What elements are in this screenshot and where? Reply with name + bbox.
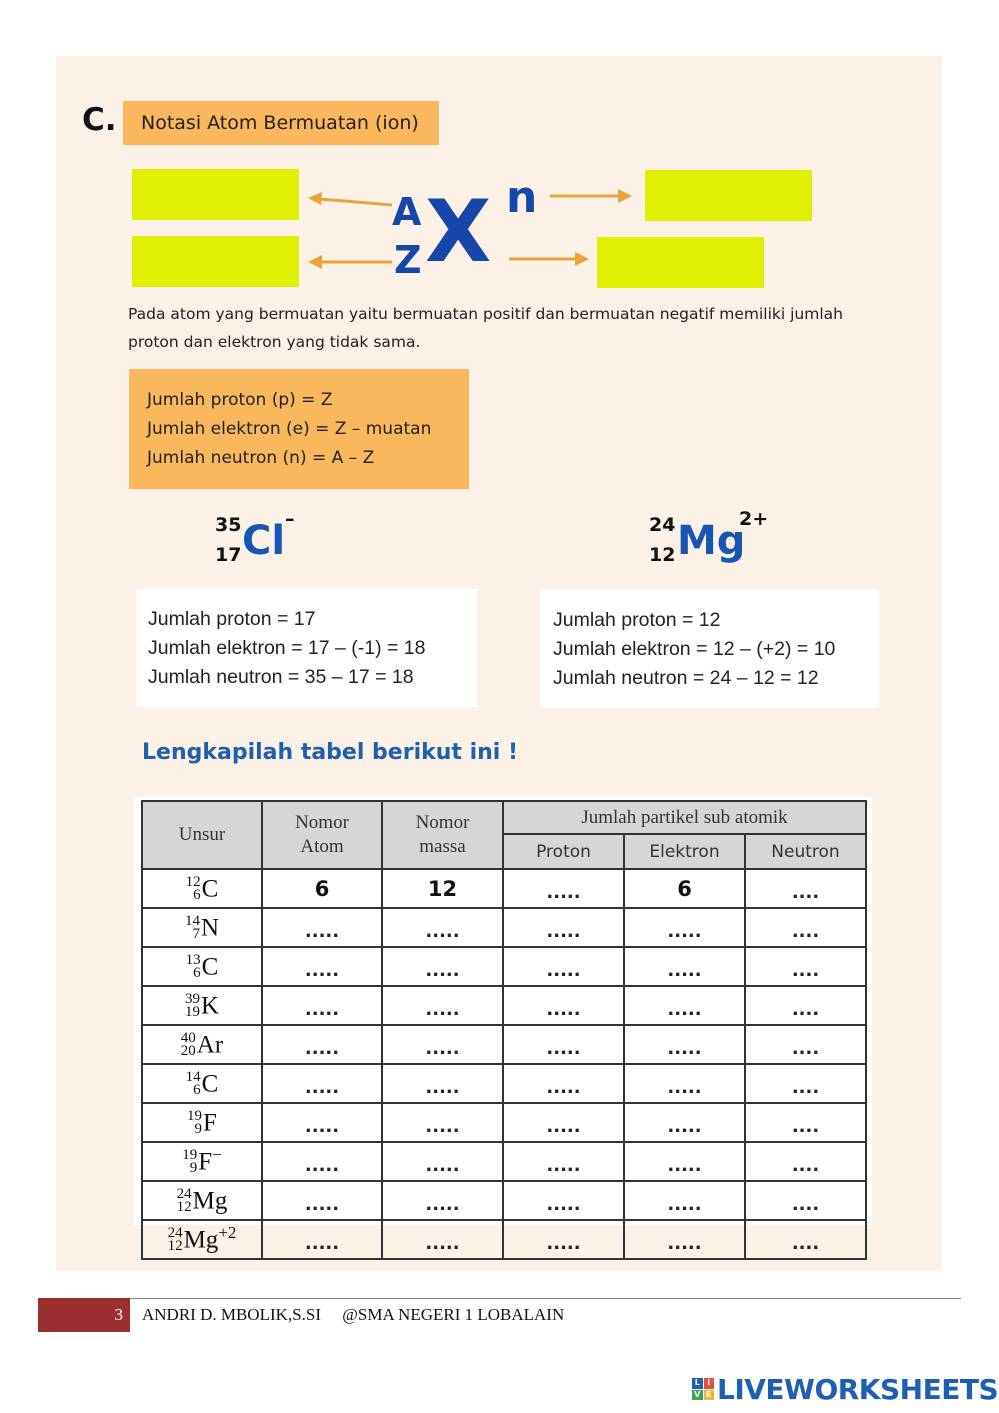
mass-number: 19 <box>187 1108 203 1125</box>
neutron-cell[interactable]: .... <box>745 1025 866 1064</box>
element-notation-cell <box>142 1142 262 1181</box>
nuclide-numbers <box>186 1071 201 1097</box>
answer-box-mass-number[interactable] <box>132 169 299 220</box>
table-row <box>142 869 866 908</box>
element-symbol: Mg <box>183 1226 219 1254</box>
rules-box <box>129 369 469 489</box>
section-letter: C. <box>82 102 117 138</box>
table-row <box>142 947 866 986</box>
nomor-atom-cell[interactable]: ..... <box>262 908 382 947</box>
nomor-massa-cell[interactable]: ..... <box>382 1181 503 1220</box>
elektron-cell[interactable]: ..... <box>624 1103 745 1142</box>
element-symbol: N <box>200 914 220 942</box>
element-symbol: C <box>201 953 219 981</box>
nuclide-numbers <box>182 1149 197 1175</box>
atomic-number: 9 <box>194 1121 203 1138</box>
rule-proton: Jumlah proton (p) = Z <box>147 390 333 410</box>
example-line: Jumlah elektron = 17 – (-1) = 18 <box>148 637 426 659</box>
rule-electron: Jumlah elektron (e) = Z – muatan <box>147 419 432 439</box>
mass-number: 12 <box>185 874 201 891</box>
arrow-left-icon <box>306 252 396 272</box>
mass-number: 14 <box>185 1069 201 1086</box>
header-line: massa <box>419 836 466 857</box>
mass-number: 13 <box>185 952 201 969</box>
header-line: Nomor <box>415 812 470 833</box>
rule-neutron: Jumlah neutron (n) = A – Z <box>147 448 375 468</box>
header-elektron: Elektron <box>624 834 745 869</box>
neutron-cell[interactable]: .... <box>745 1220 866 1259</box>
mass-number: 40 <box>180 1030 196 1047</box>
header-line: Atom <box>300 836 344 857</box>
element-notation-cell <box>142 1181 262 1220</box>
example-box-mg <box>540 590 879 708</box>
element-notation-cell <box>142 869 262 908</box>
element-charge: +2 <box>218 1222 237 1242</box>
example-line: Jumlah proton = 17 <box>148 608 316 630</box>
ion-mass-number: 35 <box>215 514 242 536</box>
table-row <box>142 1103 866 1142</box>
proton-cell[interactable]: ..... <box>503 1220 624 1259</box>
table-row <box>142 1181 866 1220</box>
neutron-cell[interactable]: .... <box>745 1103 866 1142</box>
nomor-massa-cell[interactable]: ..... <box>382 1025 503 1064</box>
table-row <box>142 1064 866 1103</box>
nomor-massa-cell[interactable]: ..... <box>382 1220 503 1259</box>
section-title: Notasi Atom Bermuatan (ion) <box>123 101 439 145</box>
neutron-cell[interactable]: .... <box>745 986 866 1025</box>
atomic-number: 12 <box>176 1199 192 1216</box>
element-notation-cell <box>142 908 262 947</box>
ion-charge: – <box>285 508 295 530</box>
ion-atomic-number: 12 <box>649 544 676 566</box>
nomor-massa-cell[interactable]: ..... <box>382 1064 503 1103</box>
atomic-number: 7 <box>192 926 200 943</box>
nuclide-numbers <box>185 915 200 941</box>
proton-cell[interactable]: ..... <box>503 1181 624 1220</box>
table-row <box>142 1025 866 1064</box>
element-notation-cell <box>142 1064 262 1103</box>
nomor-massa-cell[interactable]: ..... <box>382 908 503 947</box>
neutron-cell[interactable]: .... <box>745 908 866 947</box>
element-symbol: F <box>203 1109 217 1137</box>
elektron-cell: 6 <box>624 869 745 908</box>
notation-mass-symbol: A <box>392 190 422 234</box>
arrow-left-icon <box>306 188 396 210</box>
neutron-cell[interactable]: .... <box>745 869 866 908</box>
header-unsur: Unsur <box>142 801 262 869</box>
element-symbol: K <box>200 992 220 1020</box>
example-line: Jumlah proton = 12 <box>553 609 721 631</box>
neutron-cell[interactable]: .... <box>745 947 866 986</box>
mass-number: 14 <box>184 913 200 930</box>
answer-box-atomic-number[interactable] <box>132 236 299 287</box>
element-symbol: F <box>198 1148 213 1176</box>
atomic-number: 12 <box>167 1238 183 1255</box>
mass-number: 24 <box>167 1225 183 1242</box>
element-notation-cell <box>142 986 262 1025</box>
atomic-number: 20 <box>180 1043 196 1060</box>
nomor-atom-cell[interactable]: ..... <box>262 1142 382 1181</box>
nomor-atom-cell[interactable]: ..... <box>262 986 382 1025</box>
element-symbol: C <box>201 1070 219 1098</box>
header-nomor-atom <box>262 801 382 869</box>
nuclide-numbers <box>168 1227 183 1253</box>
subatomic-table <box>141 800 867 1260</box>
element-charge: − <box>212 1144 222 1164</box>
table-row <box>142 1220 866 1259</box>
header-proton: Proton <box>503 834 624 869</box>
logo-letter: V <box>692 1390 703 1401</box>
nomor-atom-cell[interactable]: ..... <box>262 1025 382 1064</box>
neutron-cell[interactable]: .... <box>745 1064 866 1103</box>
nomor-massa-cell: 12 <box>382 869 503 908</box>
example-line: Jumlah neutron = 35 – 17 = 18 <box>148 666 414 688</box>
table-row <box>142 908 866 947</box>
ion-mass-number: 24 <box>649 514 676 536</box>
element-symbol: Ar <box>196 1031 224 1059</box>
nuclide-numbers <box>181 1032 196 1058</box>
neutron-cell[interactable]: .... <box>745 1181 866 1220</box>
atomic-number: 19 <box>184 1004 200 1021</box>
proton-cell[interactable]: ..... <box>503 1064 624 1103</box>
atomic-number: 6 <box>193 887 201 904</box>
nuclide-numbers <box>186 954 201 980</box>
proton-cell[interactable]: ..... <box>503 908 624 947</box>
liveworksheets-logo-icon <box>692 1378 714 1400</box>
nomor-massa-cell[interactable]: ..... <box>382 1142 503 1181</box>
proton-cell[interactable]: ..... <box>503 947 624 986</box>
arrow-right-icon <box>507 249 591 269</box>
nomor-atom-cell[interactable]: ..... <box>262 1103 382 1142</box>
notation-charge-symbol: n <box>506 172 538 223</box>
explanation-paragraph: Pada atom yang bermuatan yaitu bermuatan positif dan bermuatan negatif memiliki jumlah proton dan elektron yang tidak sama. <box>128 305 843 351</box>
logo-letter: L <box>692 1378 703 1389</box>
nuclide-numbers <box>187 1110 202 1136</box>
nomor-massa-cell[interactable]: ..... <box>382 986 503 1025</box>
mass-number: 39 <box>184 991 200 1008</box>
proton-cell[interactable]: ..... <box>503 1103 624 1142</box>
element-notation-cell <box>142 1103 262 1142</box>
table-container <box>134 797 872 1255</box>
elektron-cell[interactable]: ..... <box>624 947 745 986</box>
table-row <box>142 986 866 1025</box>
footer-page-number: 3 <box>38 1298 130 1332</box>
notation-element-symbol: X <box>425 182 492 282</box>
logo-letter: E <box>704 1390 715 1401</box>
example-line: Jumlah neutron = 24 – 12 = 12 <box>553 667 819 689</box>
atomic-number: 6 <box>193 1082 201 1099</box>
ion-atomic-number: 17 <box>215 544 242 566</box>
ion-symbol: Cl <box>242 518 286 564</box>
element-symbol: C <box>201 875 219 903</box>
elektron-cell[interactable]: ..... <box>624 1064 745 1103</box>
elektron-cell[interactable]: ..... <box>624 986 745 1025</box>
nuclide-numbers <box>186 876 201 902</box>
table-row <box>142 1142 866 1181</box>
header-nomor-massa <box>382 801 503 869</box>
nomor-atom-cell: 6 <box>262 869 382 908</box>
example-line: Jumlah elektron = 12 – (+2) = 10 <box>553 638 836 660</box>
arrow-right-icon <box>548 186 634 206</box>
nomor-atom-cell[interactable]: ..... <box>262 1064 382 1103</box>
header-line: Nomor <box>295 812 349 833</box>
footer-divider <box>130 1298 961 1299</box>
neutron-cell[interactable]: .... <box>745 1142 866 1181</box>
elektron-cell[interactable]: ..... <box>624 908 745 947</box>
elektron-cell[interactable]: ..... <box>624 1025 745 1064</box>
footer-text: ANDRI D. MBOLIK,S.SI @SMA NEGERI 1 LOBALAIN <box>142 1305 565 1324</box>
answer-box-element-symbol[interactable] <box>597 237 764 288</box>
instruction-heading: Lengkapilah tabel berikut ini ! <box>142 740 519 765</box>
nomor-atom-cell[interactable]: ..... <box>262 1220 382 1259</box>
ion-symbol: Mg <box>677 518 746 564</box>
example-ion-mg <box>649 510 779 572</box>
element-notation-cell <box>142 947 262 986</box>
proton-cell[interactable]: ..... <box>503 869 624 908</box>
atomic-number: 6 <box>193 965 201 982</box>
notation-atomic-symbol: Z <box>394 238 422 282</box>
proton-cell[interactable]: ..... <box>503 986 624 1025</box>
element-notation-cell <box>142 1025 262 1064</box>
header-neutron: Neutron <box>745 834 866 869</box>
nuclide-numbers <box>177 1188 192 1214</box>
mass-number: 19 <box>182 1147 198 1164</box>
elektron-cell[interactable]: ..... <box>624 1181 745 1220</box>
element-notation-cell <box>142 1220 262 1259</box>
ion-charge: 2+ <box>739 508 769 530</box>
elektron-cell[interactable]: ..... <box>624 1142 745 1181</box>
table-body <box>142 869 866 1259</box>
mass-number: 24 <box>176 1186 192 1203</box>
nomor-atom-cell[interactable]: ..... <box>262 947 382 986</box>
header-group: Jumlah partikel sub atomik <box>503 801 866 834</box>
element-symbol: Mg <box>192 1187 228 1215</box>
nomor-massa-cell[interactable]: ..... <box>382 1103 503 1142</box>
example-ion-cl <box>215 508 315 572</box>
nomor-atom-cell[interactable]: ..... <box>262 1181 382 1220</box>
atomic-number: 9 <box>189 1160 198 1177</box>
answer-box-charge[interactable] <box>645 170 812 221</box>
nomor-massa-cell[interactable]: ..... <box>382 947 503 986</box>
example-box-cl <box>137 589 477 707</box>
nuclide-numbers <box>185 993 200 1019</box>
liveworksheets-brand[interactable] <box>692 1372 998 1406</box>
proton-cell[interactable]: ..... <box>503 1025 624 1064</box>
proton-cell[interactable]: ..... <box>503 1142 624 1181</box>
elektron-cell[interactable]: ..... <box>624 1220 745 1259</box>
liveworksheets-name: LIVEWORKSHEETS <box>717 1372 999 1406</box>
logo-letter: I <box>704 1378 715 1389</box>
